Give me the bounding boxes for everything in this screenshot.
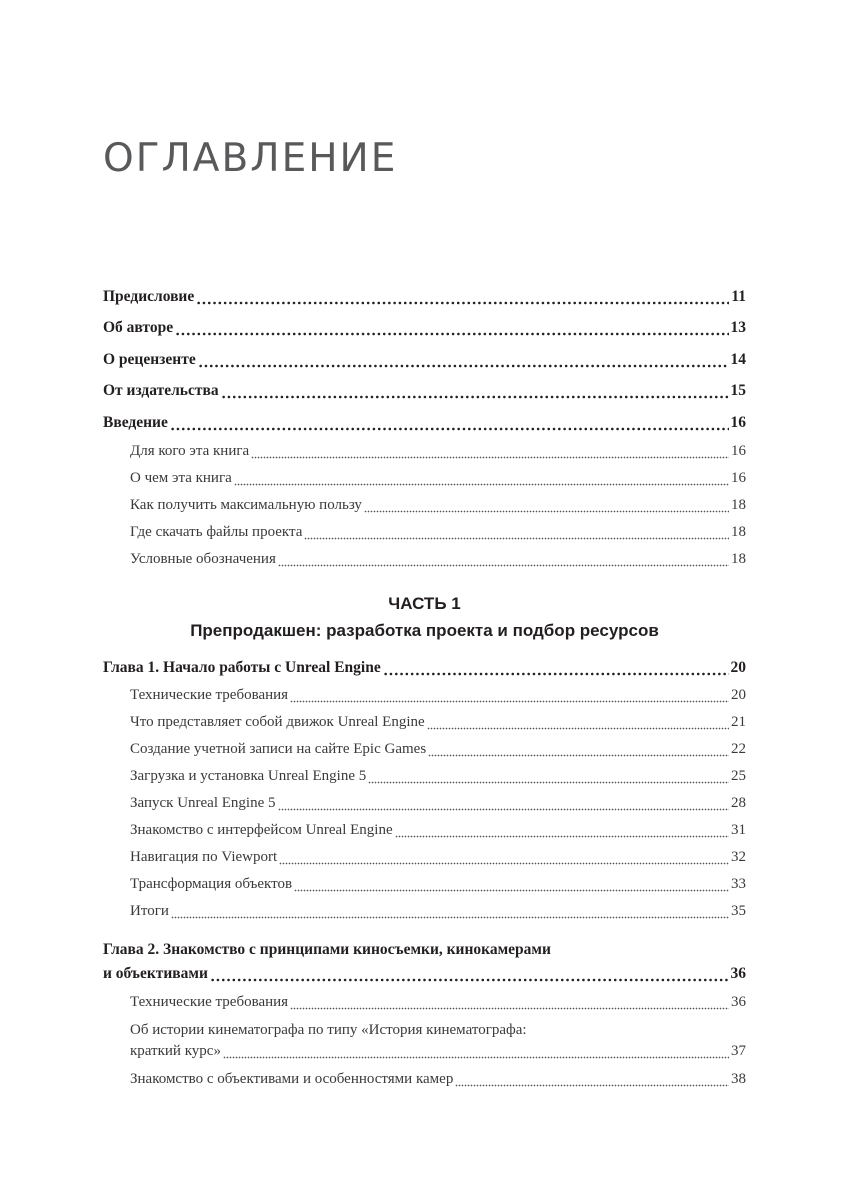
toc-subentry[interactable] (130, 793, 746, 813)
entry-label: краткий курс» (130, 1043, 221, 1059)
entry-label: Предисловие (103, 288, 195, 305)
entry-page: 11 (731, 288, 746, 305)
page-title: ОГЛАВЛЕНИЕ (103, 136, 398, 181)
toc-subentry[interactable] (130, 820, 746, 840)
dot-leader (364, 495, 729, 515)
toc-subentry[interactable] (130, 766, 746, 786)
entry-label: Создание учетной записи на сайте Epic Games (130, 741, 427, 757)
entry-label: Технические требования (130, 994, 289, 1010)
entry-page: 33 (731, 876, 746, 892)
entry-label: От издательства (103, 382, 219, 399)
entry-page: 18 (731, 524, 746, 540)
entry-label: Навигация по Viewport (130, 849, 278, 865)
toc-subentry[interactable] (130, 874, 746, 894)
entry-page: 14 (730, 351, 746, 368)
entry-page: 16 (731, 470, 746, 486)
toc-chapter[interactable] (103, 964, 746, 984)
entry-page: 28 (731, 795, 746, 811)
toc-subentry[interactable] (130, 441, 746, 461)
toc-subentry[interactable] (130, 549, 746, 569)
entry-page: 16 (730, 414, 746, 431)
dot-leader (290, 992, 729, 1012)
entry-label: Знакомство с объективами и особенностями камер (130, 1071, 454, 1087)
chapter-title-line[interactable]: Глава 2. Знакомство с принципами киносъемки, кинокамерами (103, 941, 551, 958)
entry-label: О чем эта книга (130, 470, 232, 486)
entry-page: 21 (731, 714, 746, 730)
entry-page: 15 (730, 382, 746, 399)
toc-subentry[interactable] (130, 1069, 746, 1089)
toc-entry[interactable] (103, 350, 746, 370)
entry-page: 37 (731, 1043, 746, 1059)
toc-entry[interactable] (103, 381, 746, 401)
entry-label: Глава 1. Начало работы с Unreal Engine (103, 659, 381, 676)
entry-page: 16 (731, 443, 746, 459)
dot-leader (279, 847, 729, 867)
dot-leader (251, 441, 729, 461)
toc-subentry[interactable] (130, 712, 746, 732)
entry-label: Где скачать файлы проекта (130, 524, 303, 540)
entry-label: Знакомство с интерфейсом Unreal Engine (130, 822, 393, 838)
toc-subentry[interactable] (130, 992, 746, 1012)
toc-chapter[interactable] (103, 658, 746, 678)
toc-subentry[interactable] (130, 901, 746, 921)
entry-page: 18 (731, 497, 746, 513)
entry-page: 32 (731, 849, 746, 865)
toc-subentry[interactable] (130, 685, 746, 705)
entry-page: 22 (731, 741, 746, 757)
entry-label: Технические требования (130, 687, 289, 703)
entry-label: Загрузка и установка Unreal Engine 5 (130, 768, 367, 784)
entry-label: Трансформация объектов (130, 876, 293, 892)
dot-leader (294, 874, 729, 894)
toc-subentry[interactable] (130, 1041, 746, 1061)
dot-leader (427, 712, 729, 732)
entry-page: 36 (730, 965, 746, 982)
entry-label: Условные обозначения (130, 551, 276, 567)
entry-label: Для кого эта книга (130, 443, 250, 459)
entry-page: 38 (731, 1071, 746, 1087)
dot-leader (455, 1069, 729, 1089)
dot-leader (278, 793, 730, 813)
dot-leader (234, 468, 729, 488)
dot-leader (395, 820, 729, 840)
toc-subentry[interactable] (130, 847, 746, 867)
toc-entry[interactable] (103, 318, 746, 338)
dot-leader (175, 318, 728, 338)
toc-entry[interactable] (103, 287, 746, 307)
entry-label: Итоги (130, 903, 169, 919)
part-title: Препродакшен: разработка проекта и подбор ресурсов (190, 621, 659, 640)
entry-page: 13 (730, 319, 746, 336)
entry-page: 20 (730, 659, 746, 676)
dot-leader (368, 766, 729, 786)
entry-page: 31 (731, 822, 746, 838)
dot-leader (304, 522, 729, 542)
dot-leader (290, 685, 729, 705)
entry-label: Как получить максимальную пользу (130, 497, 362, 513)
dot-leader (210, 964, 729, 984)
dot-leader (278, 549, 729, 569)
entry-page: 18 (731, 551, 746, 567)
entry-page: 20 (731, 687, 746, 703)
entry-label: Что представляет собой движок Unreal Engine (130, 714, 425, 730)
entry-label: и объективами (103, 965, 208, 982)
dot-leader (171, 901, 729, 921)
toc-entry[interactable] (103, 413, 746, 433)
entry-label: Запуск Unreal Engine 5 (130, 795, 276, 811)
dot-leader (223, 1041, 729, 1061)
toc-subentry[interactable] (130, 739, 746, 759)
dot-leader (221, 381, 729, 401)
entry-label: Введение (103, 414, 168, 431)
dot-leader (383, 658, 729, 678)
dot-leader (196, 287, 729, 307)
toc-subentry[interactable] (130, 495, 746, 515)
section-title-line[interactable]: Об истории кинематографа по типу «История кинематографа: (130, 1022, 527, 1038)
entry-page: 35 (731, 903, 746, 919)
toc-subentry[interactable] (130, 522, 746, 542)
part-number: ЧАСТЬ 1 (388, 594, 461, 613)
toc-subentry[interactable] (130, 468, 746, 488)
entry-page: 25 (731, 768, 746, 784)
dot-leader (170, 413, 729, 433)
entry-label: Об авторе (103, 319, 174, 336)
dot-leader (428, 739, 729, 759)
entry-page: 36 (731, 994, 746, 1010)
dot-leader (198, 350, 729, 370)
entry-label: О рецензенте (103, 351, 196, 368)
